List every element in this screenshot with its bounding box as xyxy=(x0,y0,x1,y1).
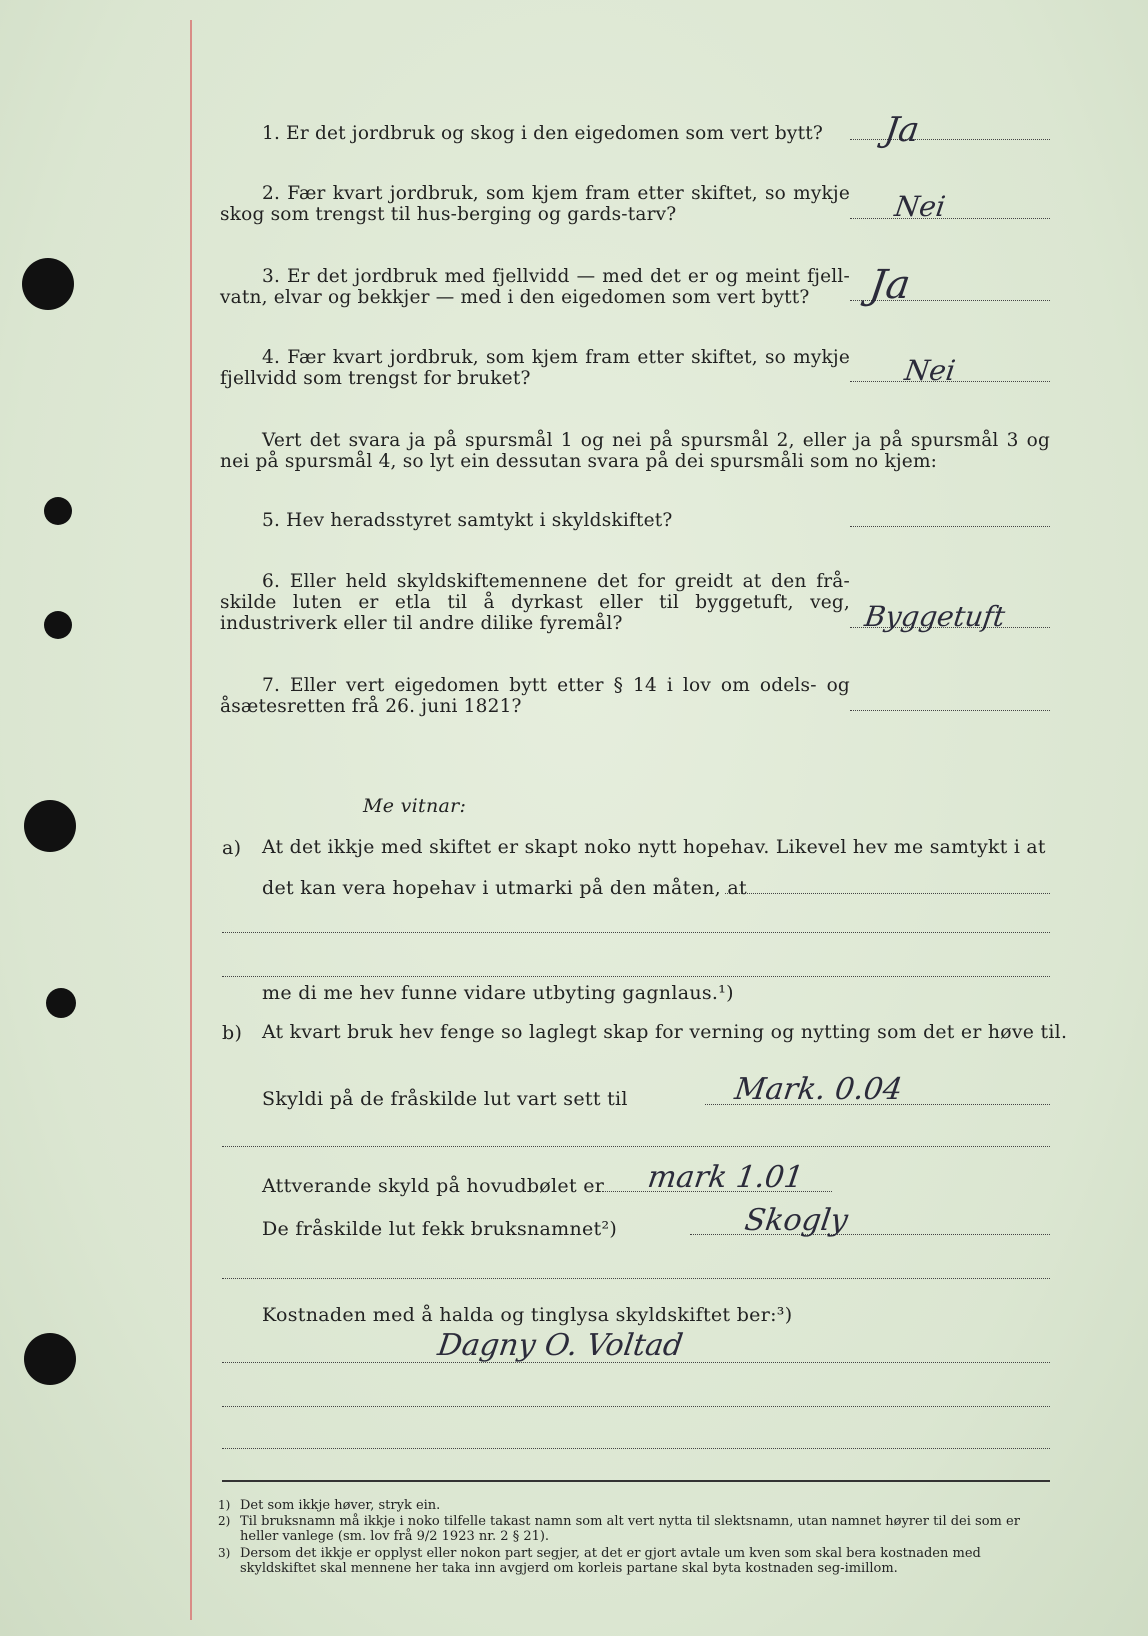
question-4: 4. Fær kvart jordbruk, som kjem fram etter skiftet, so mykje fjellvidd som trengst for bruket? xyxy=(220,347,850,389)
witness-a-line1: At det ikkje med skiftet er skapt noko nytt hopehav. Likevel hev me samtykt i at xyxy=(262,837,1046,858)
witness-a-label: a) xyxy=(222,837,242,859)
skyld-fill-2 xyxy=(222,1146,1050,1147)
question-7: 7. Eller vert eigedomen bytt etter § 14 i lov om odels- og åsætesretten frå 26. juni 1821? xyxy=(220,675,850,717)
answer-6: Byggetuft xyxy=(862,600,1008,633)
kostnad-fill-2 xyxy=(222,1406,1050,1407)
question-3: 3. Er det jordbruk med fjellvidd — med det er og meint fjell-vatn, elvar og bekkjer — med i den eigedomen som vert bytt? xyxy=(220,266,850,308)
bruksnamn-label: De fråskilde lut fekk bruksnamnet²) xyxy=(262,1218,618,1240)
answer-2: Nei xyxy=(892,190,948,223)
question-2: 2. Fær kvart jordbruk, som kjem fram etter skiftet, so mykje skog som trengst til hus-berging og gards-tarv? xyxy=(220,183,850,225)
punch-hole xyxy=(24,800,76,852)
kostnad-label: Kostnaden med å halda og tinglysa skyldskiftet ber:³) xyxy=(262,1304,793,1326)
attverande-value: mark 1.01 xyxy=(645,1160,806,1195)
attverande-label: Attverande skyld på hovudbølet er xyxy=(262,1175,605,1197)
skyld-value: Mark. 0.04 xyxy=(732,1072,905,1107)
conditional-note: Vert det svara ja på spursmål 1 og nei på spursmål 2, eller ja på spursmål 3 og nei på spursmål 4, so lyt ein dessutan svara på dei spursmåli som no kjem: xyxy=(220,430,1050,472)
kostnad-fill-3 xyxy=(222,1448,1050,1449)
answer-4: Nei xyxy=(902,354,958,387)
bruksnamn-value: Skogly xyxy=(742,1203,851,1238)
punch-hole xyxy=(44,611,72,639)
witness-a-fill-3 xyxy=(222,976,1050,977)
question-1: 1. Er det jordbruk og skog i den eigedomen som vert bytt? xyxy=(262,123,823,144)
punch-hole xyxy=(44,497,72,525)
answer-line-2 xyxy=(850,218,1050,219)
answer-1: Ja xyxy=(882,110,922,150)
answer-line-5 xyxy=(850,526,1050,527)
red-margin-line xyxy=(190,20,192,1620)
witness-a-fill-1 xyxy=(725,893,1050,894)
witness-heading: Me vitnar: xyxy=(363,795,467,817)
bruksnamn-fill-2 xyxy=(222,1278,1050,1279)
footnote-3: 3) Dersom det ikkje er opplyst eller nokon part segjer, at det er gjort avtale um kven som skal bera kostnaden med skyldskiftet skal mennene her taka inn avgjerd om korleis partane skal byta kostnaden seg-imillom. xyxy=(218,1546,981,1576)
question-5: 5. Hev heradsstyret samtykt i skyldskiftet? xyxy=(262,510,673,531)
footnote-divider xyxy=(222,1480,1050,1482)
footnote-2: 2) Til bruksnamn må ikkje i noko tilfelle takast namn som alt vert nytta til slektsnamn, utan namnet høyrer til dei som er heller vanlege (sm. lov frå 9/2 1923 nr. 2 § 21). xyxy=(218,1514,1020,1544)
punch-hole xyxy=(46,988,76,1018)
question-6: 6. Eller held skyldskiftemennene det for greidt at den frå-skilde luten er etla til å dyrkast eller til byggetuft, veg, industriverk eller til andre dilike fyremål? xyxy=(220,571,850,634)
witness-a-line3: me di me hev funne vidare utbyting gagnlaus.¹) xyxy=(262,982,734,1004)
answer-line-1 xyxy=(850,139,1050,140)
witness-b-label: b) xyxy=(222,1022,243,1044)
witness-a-line2: det kan vera hopehav i utmarki på den måten, at xyxy=(262,877,747,899)
kostnad-value: Dagny O. Voltad xyxy=(435,1328,686,1363)
answer-3: Ja xyxy=(866,262,914,308)
skyld-label: Skyldi på de fråskilde lut vart sett til xyxy=(262,1088,628,1110)
punch-hole xyxy=(22,258,74,310)
witness-a-fill-2 xyxy=(222,932,1050,933)
punch-hole xyxy=(24,1333,76,1385)
footnote-1: 1) Det som ikkje høver, stryk ein. xyxy=(218,1498,441,1513)
answer-line-7 xyxy=(850,710,1050,711)
witness-b-line: At kvart bruk hev fenge so laglegt skap for verning og nytting som det er høve til. xyxy=(262,1022,1068,1043)
